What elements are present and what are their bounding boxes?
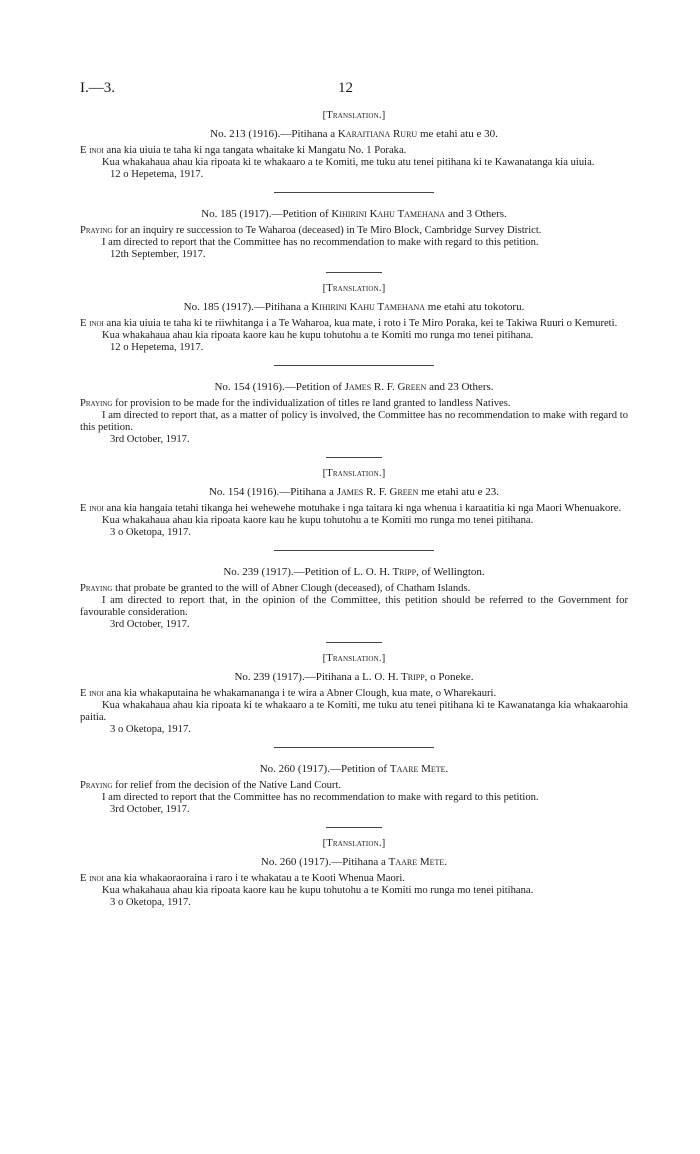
document-body (80, 110, 628, 909)
petitioner-name: Karaitiana Ruru (337, 128, 418, 140)
translation-divider (326, 272, 382, 273)
petitioner-name: James R. F. Green (336, 486, 419, 498)
petition-prayer: Praying for an inquiry re succession to Te Waharoa (deceased) in Te Miro Block, Cambridge Survey District. (80, 225, 542, 236)
petition-entry (80, 283, 628, 354)
committee-report: I am directed to report that, in the opinion of the Committee, this petition should be referred to the Government for favourable consideration. (80, 595, 628, 618)
petition-prayer: E inoi ana kia uiuia te taha ki nga tangata whaitake ki Mangatu No. 1 Poraka. (80, 145, 407, 156)
report-date: 12 o Hepetema, 1917. (110, 342, 204, 353)
petition-title: No. 260 (1917).—Petition of Taare Mete. (259, 763, 449, 775)
report-date: 3 o Oketopa, 1917. (110, 724, 191, 735)
page-number: 12 (338, 80, 353, 96)
report-date: 3rd October, 1917. (110, 434, 190, 445)
committee-report: I am directed to report that the Committee has no recommendation to make with regard to this petition. (102, 792, 539, 803)
translation-divider (326, 827, 382, 828)
petitioner-name: Kihirini Kahu Tamehana (311, 301, 426, 313)
petition-title: No. 239 (1917).—Pitihana a L. O. H. Tripp, o Poneke. (234, 671, 474, 683)
petition-prayer: E inoi ana kia hangaia tetahi tikanga hei wehewehe motuhake i nga taitara ki nga whenua i karaatitia ki nga Maori Whenuakore. (80, 503, 622, 514)
petition-prayer: E inoi ana kia whakaputaina he whakamananga i te wira a Abner Clough, kua mate, o Wharekauri. (80, 688, 497, 699)
translation-label: [Translation.] (322, 283, 386, 294)
report-date: 3rd October, 1917. (110, 804, 190, 815)
petition-entry (80, 381, 628, 446)
petitioner-name: Taare Mete (389, 763, 446, 775)
petition-prayer: E inoi ana kia whakaoraoraina i raro i te whakatau a te Kooti Whenua Maori. (80, 873, 405, 884)
petitioner-name: L. O. H. Tripp (353, 566, 417, 578)
committee-report: Kua whakahaua ahau kia ripoata ki te whakaaro a te Komiti, me tuku atu tenei pitihana ki te Kawanatanga kia whakaarohia paitia. (80, 700, 628, 723)
petition-entry (80, 763, 628, 816)
translation-divider (326, 457, 382, 458)
committee-report: Kua whakahaua ahau kia ripoata kaore kau he kupu tohutohu a te Komiti mo runga mo tenei pitihana. (102, 330, 534, 341)
translation-label: [Translation.] (322, 110, 386, 121)
translation-divider (326, 642, 382, 643)
section-divider (274, 192, 434, 193)
petition-entry (80, 838, 628, 909)
petition-title: No. 154 (1916).—Petition of James R. F. Green and 23 Others. (214, 381, 494, 393)
page-header (0, 80, 700, 100)
petition-entry (80, 566, 628, 631)
report-date: 3 o Oketopa, 1917. (110, 527, 191, 538)
petition-prayer: Praying for provision to be made for the individualization of titles re land granted to landless Natives. (80, 398, 511, 409)
petition-prayer: Praying that probate be granted to the will of Abner Clough (deceased), of Chatham Islands. (80, 583, 471, 594)
report-date: 3 o Oketopa, 1917. (110, 897, 191, 908)
translation-label: [Translation.] (322, 838, 386, 849)
petition-prayer: E inoi ana kia uiuia te taha ki te riiwhitanga i a Te Waharoa, kua mate, i roto i Te Miro Poraka, kei te Takiwa Ruuri o Kemureti. (80, 318, 618, 329)
committee-report: I am directed to report that the Committee has no recommendation to make with regard to this petition. (102, 237, 539, 248)
section-divider (274, 550, 434, 551)
petitioner-name: James R. F. Green (344, 381, 427, 393)
petition-title: No. 260 (1917).—Pitihana a Taare Mete. (260, 856, 448, 868)
committee-report: Kua whakahaua ahau kia ripoata kaore kau he kupu tohutohu a te Komiti mo runga mo tenei pitihana. (102, 515, 534, 526)
petition-title: No. 154 (1916).—Pitihana a James R. F. Green me etahi atu e 23. (208, 486, 499, 498)
committee-report: Kua whakahaua ahau kia ripoata ki te whakaaro a te Komiti, me tuku atu tenei pitihana ki te Kawanatanga kia uiuia. (102, 157, 595, 168)
petition-entry (80, 208, 628, 261)
translation-label: [Translation.] (322, 653, 386, 664)
petitioner-name: Kihirini Kahu Tamehana (331, 208, 446, 220)
report-date: 12 o Hepetema, 1917. (110, 169, 204, 180)
translation-label: [Translation.] (322, 468, 386, 479)
section-divider (274, 747, 434, 748)
petition-title: No. 185 (1917).—Pitihana a Kihirini Kahu Tamehana me etahi atu tokotoru. (183, 301, 525, 313)
petition-entry (80, 653, 628, 736)
petition-title: No. 239 (1917).—Petition of L. O. H. Tripp, of Wellington. (223, 566, 485, 578)
petition-prayer: Praying for relief from the decision of the Native Land Court. (80, 780, 342, 791)
petition-entry (80, 468, 628, 539)
committee-report: I am directed to report that, as a matter of policy is involved, the Committee has no recommendation to make with regard to this petition. (80, 410, 628, 433)
petition-entry (80, 110, 628, 181)
committee-report: Kua whakahaua ahau kia ripoata kaore kau he kupu tohutohu a te Komiti mo runga mo tenei pitihana. (102, 885, 534, 896)
report-date: 12th September, 1917. (110, 249, 206, 260)
petition-title: No. 185 (1917).—Petition of Kihirini Kahu Tamehana and 3 Others. (201, 208, 507, 220)
petitioner-name: L. O. H. Tripp (362, 671, 425, 683)
petitioner-name: Taare Mete (388, 856, 445, 868)
section-divider (274, 365, 434, 366)
petition-title: No. 213 (1916).—Pitihana a Karaitiana Ruru me etahi atu e 30. (210, 128, 498, 140)
paper-reference: I.—3. (80, 80, 115, 96)
report-date: 3rd October, 1917. (110, 619, 190, 630)
